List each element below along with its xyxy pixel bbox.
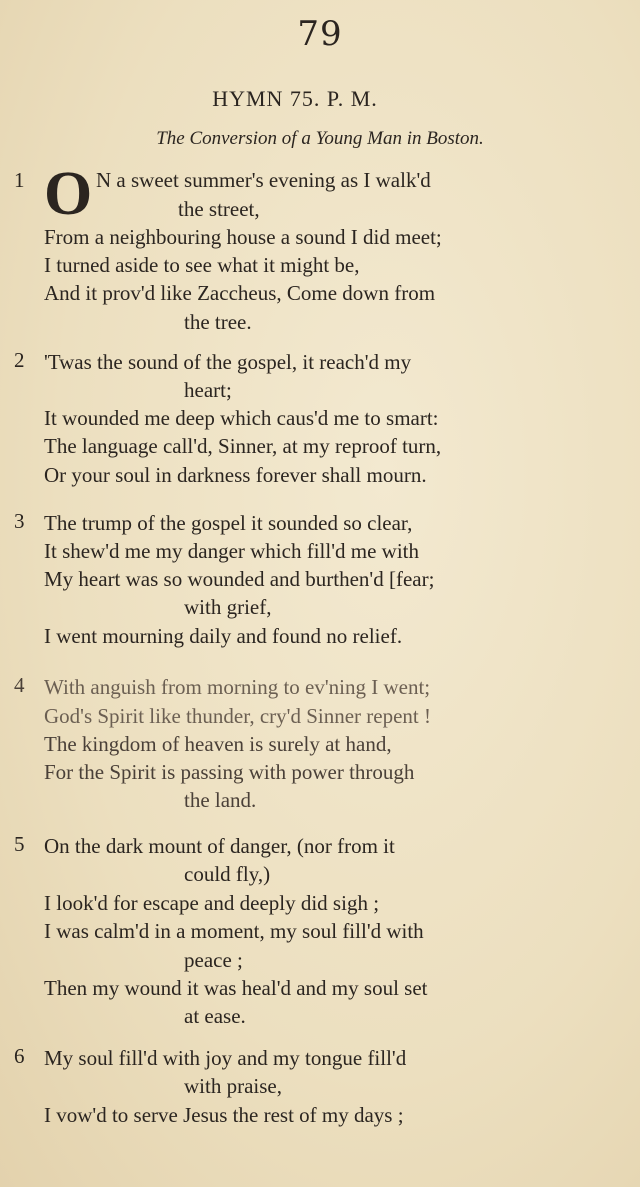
verse-line: the street, [178, 197, 260, 221]
verse-line: heart; [184, 378, 232, 402]
stanza-number: 6 [14, 1044, 25, 1068]
verse-line: with grief, [184, 595, 272, 619]
stanza-number: 5 [14, 832, 25, 856]
verse-line: I went mourning daily and found no relief. [44, 624, 403, 648]
verse-line: The kingdom of heaven is surely at hand, [44, 732, 392, 756]
verse-line: On the dark mount of danger, (nor from it [44, 834, 395, 858]
verse-line: It wounded me deep which caus'd me to smart: [44, 406, 439, 430]
verse-line: Or your soul in darkness forever shall mourn. [44, 463, 427, 487]
stanza-number: 4 [14, 673, 25, 697]
verse-line: the land. [184, 788, 257, 812]
verse-line: My soul fill'd with joy and my tongue fill'd [44, 1046, 407, 1070]
verse-line: And it prov'd like Zaccheus, Come down from [44, 281, 436, 305]
verse-line: peace ; [184, 948, 243, 972]
verse-line: My heart was so wounded and burthen'd [fear; [44, 567, 435, 591]
verse-line: with praise, [184, 1074, 282, 1098]
verse-line: God's Spirit like thunder, cry'd Sinner repent ! [44, 704, 431, 728]
hymn-title: HYMN 75. P. M. [212, 86, 378, 111]
verse-line: I was calm'd in a moment, my soul fill'd with [44, 919, 424, 943]
drop-cap: O [44, 160, 93, 228]
verse-line: The trump of the gospel it sounded so clear, [44, 511, 413, 535]
verse-line: It shew'd me my danger which fill'd me with [44, 539, 419, 563]
verse-line: at ease. [184, 1004, 246, 1028]
hymn-subtitle: The Conversion of a Young Man in Boston. [156, 128, 484, 149]
verse-line: the tree. [184, 310, 252, 334]
verse-line: For the Spirit is passing with power through [44, 760, 415, 784]
verse-line: 'Twas the sound of the gospel, it reach'd my [44, 350, 412, 374]
verse-line: I vow'd to serve Jesus the rest of my days ; [44, 1103, 404, 1127]
verse-line: could fly,) [184, 862, 271, 886]
stanza-number: 3 [14, 509, 25, 533]
verse-line: N a sweet summer's evening as I walk'd [96, 168, 431, 192]
verse-line: I look'd for escape and deeply did sigh ; [44, 891, 380, 915]
verse-line: The language call'd, Sinner, at my reproof turn, [44, 434, 442, 458]
page-number: 79 [297, 14, 343, 54]
verse-line: Then my wound it was heal'd and my soul set [44, 976, 428, 1000]
verse-line: I turned aside to see what it might be, [44, 253, 360, 277]
stanza-number: 2 [14, 348, 25, 372]
verse-line: From a neighbouring house a sound I did meet; [44, 225, 442, 249]
verse-line: With anguish from morning to ev'ning I went; [44, 675, 431, 699]
stanza-number: 1 [14, 168, 25, 192]
